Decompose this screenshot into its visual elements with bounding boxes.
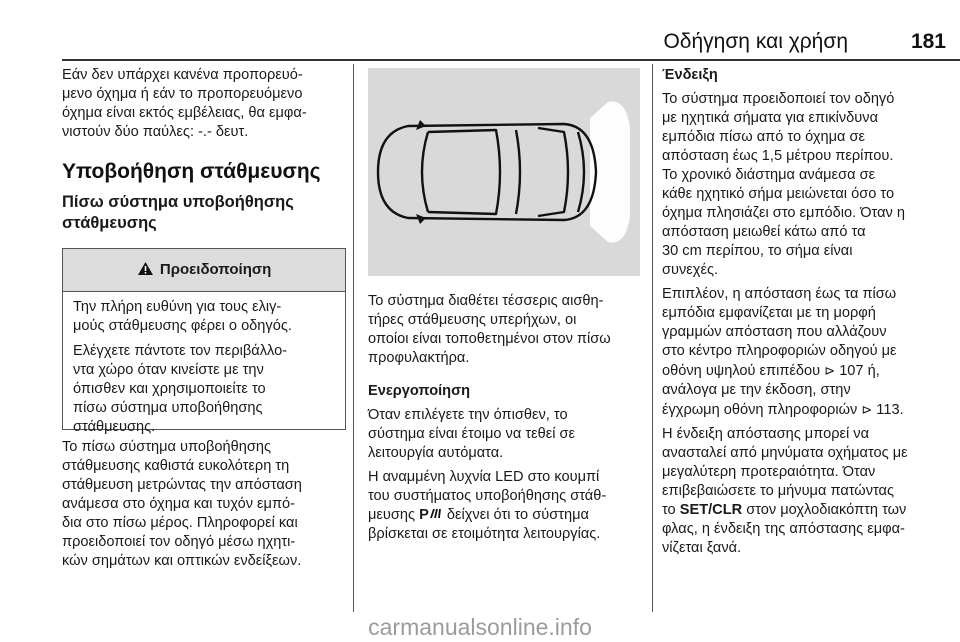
sensors-paragraph: Το σύστημα διαθέτει τέσσερις αισθη- τήρες στάθμευσης υπερήχων, οι οποίοι είναι τοποθετημένοι στον πίσω προφυλακτήρα. [368, 293, 611, 366]
indication-text-c: . [899, 402, 904, 418]
indication-text-b: ή, ανάλογα με την έκδοση, στην έγχρωμη οθόνη πληροφοριών [662, 363, 880, 418]
car-sensor-figure [368, 68, 640, 276]
activation-heading: Ενεργοποίηση [368, 383, 470, 399]
column-1 [62, 66, 346, 142]
page-header-title: Οδήγηση και χρήση [663, 30, 848, 53]
park-assist-letter: P [419, 507, 429, 523]
column-divider-right [652, 64, 653, 612]
indication-paragraph-1: Το σύστημα προειδοποιεί τον οδηγό με ηχητικά σήματα για επικίνδυνα εμπόδια πίσω από το όχημα σε απόσταση έως 1,5 μέτρου περίπου. Το χρονικό διάστημα ανάμεσα σε κάθε ηχητικό σήμα μειώνεται όσο το όχημα πλησιάζει στο εμπόδιο. Όταν η απόσταση μειωθεί κάτω από τα 30 cm περίπου, το σήμα είναι συνεχές. [662, 91, 905, 278]
warning-header [63, 249, 345, 292]
led-text-b: δείχνει ότι το σύστημα βρίσκεται σε ετοιμότητα λειτουργίας. [368, 507, 601, 542]
warning-box [62, 248, 346, 435]
intro-paragraph: Εάν δεν υπάρχει κανένα προπορευό- μενο όχημα ή εάν το προπορευόμενο όχημα είναι εκτός εμβέλειας, θα εμφα- νιστούν δύο παύλες: -.- δευτ. [62, 67, 307, 140]
column-divider-left [353, 64, 354, 612]
body-paragraph: Το πίσω σύστημα υποβοήθησης στάθμευσης καθιστά ευκολότερη τη στάθμευση μετρώντας την απόσταση ανάμεσα στο όχημα και τυχόν εμπό- δια στο πίσω μέρος. Πληροφορεί και προειδοποιεί τον οδηγό μέσω ηχητι- κών σημάτων και οπτικών ενδείξεων. [62, 439, 302, 569]
set-clr-key-label: SET/CLR [679, 502, 743, 518]
page-reference-icon: ⊳ [824, 363, 836, 378]
page-reference-113[interactable]: 113 [876, 402, 900, 418]
car-top-view-icon [368, 68, 640, 276]
warning-title: Προειδοποίηση [159, 261, 272, 278]
warning-paragraph-1: Την πλήρη ευθύνη για τους ελιγ- μούς στάθμευσης φέρει ο οδηγός. [73, 299, 292, 334]
indication-paragraph-3 [662, 425, 954, 558]
subsection-title: Πίσω σύστημα υποβοήθησης στάθμευσης [62, 193, 294, 232]
led-text-a: Η αναμμένη λυχνία LED στο κουμπί του συστήματος υποβοήθησης στάθ- μευσης [368, 469, 607, 523]
page-reference-icon: ⊳ [861, 402, 873, 417]
header-rule [62, 59, 960, 61]
warning-paragraph-2: Ελέγχετε πάντοτε τον περιβάλλο- ντα χώρο όταν κινείστε με την όπισθεν και χρησιμοποιείτε το πίσω σύστημα υποβοήθησης στάθμευσης. [73, 343, 288, 435]
watermark: carmanualsonline.info [368, 614, 592, 640]
indication-text-e: στον μοχλοδιακόπτη των φλας, η ένδειξη της απόστασης εμφα- νίζεται ξανά. [662, 502, 907, 556]
page-header [0, 0, 960, 62]
warning-triangle-icon [137, 261, 158, 278]
page-number: 181 [910, 30, 946, 53]
column-3 [662, 66, 954, 563]
warning-body [63, 292, 345, 437]
section-title: Υποβοήθηση στάθμευσης [62, 160, 321, 183]
activation-paragraph: Όταν επιλέγετε την όπισθεν, το σύστημα είναι έτοιμο να τεθεί σε λειτουργία αυτόματα. [368, 407, 576, 461]
indication-heading: Ένδειξη [662, 67, 718, 83]
page-reference-107[interactable]: 107 [839, 363, 864, 379]
indication-text-a: Επιπλέον, η απόσταση έως τα πίσω εμπόδια εμφανίζεται με τη μορφή γραμμών απόσταση που αλλάζουν στο κέντρο πληροφοριών οδηγού με οθόνη υψηλού επιπέδου [662, 286, 897, 379]
park-assist-icon [419, 507, 443, 523]
indication-text-d: Η ένδειξη απόστασης μπορεί να ανασταλεί από μηνύματα οχήματος με μεγαλύτερη προτεραιότητα. Όταν επιβεβαιώσετε το μήνυμα πατώντας το [662, 426, 908, 518]
column-2 [368, 292, 640, 558]
led-paragraph [368, 468, 640, 544]
indication-paragraph-2 [662, 285, 954, 420]
